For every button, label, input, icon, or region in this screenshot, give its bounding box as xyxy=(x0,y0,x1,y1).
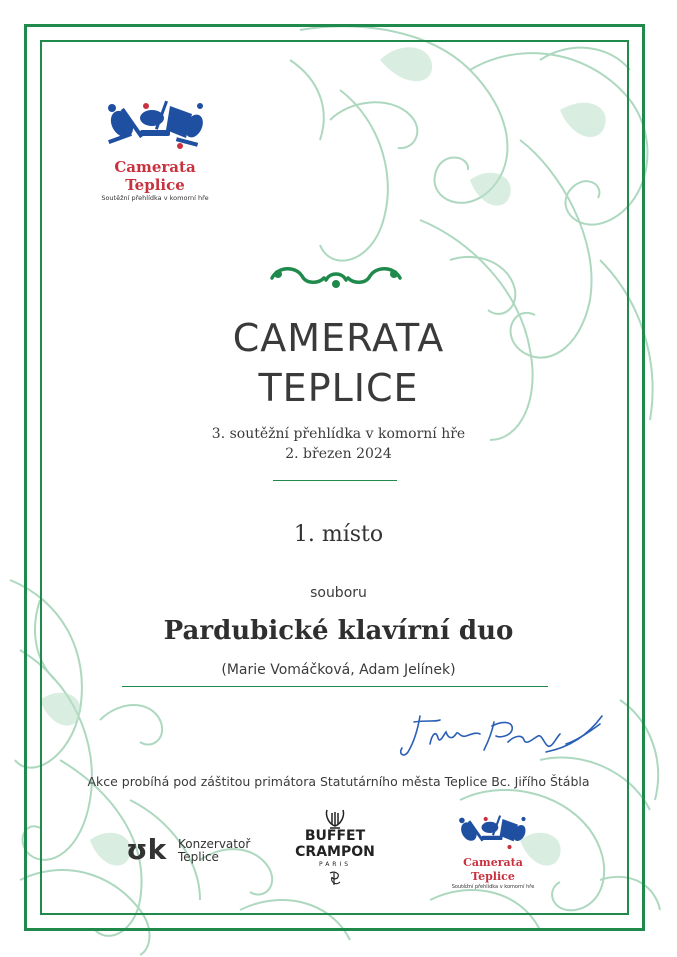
header-logo-name: Camerata Teplice xyxy=(114,158,196,194)
konzervator-logo-mark: ʊk xyxy=(126,833,167,866)
members-divider xyxy=(122,686,548,687)
title-divider xyxy=(273,480,397,481)
footer-camerata-name: Camerata Teplice xyxy=(463,856,523,883)
header-logo-tagline: Soutěžní přehlídka v komorní hře xyxy=(101,194,209,202)
konzervator-logo-line2: Teplice xyxy=(178,850,219,864)
certificate-title-line1: CAMERATA xyxy=(232,316,445,360)
event-name: 3. soutěžní přehlídka v komorní hře xyxy=(211,426,466,442)
ensemble-members: (Marie Vomáčková, Adam Jelínek) xyxy=(221,662,456,678)
monogram-icon xyxy=(326,870,344,888)
ensemble-name: Pardubické klavírní duo xyxy=(163,616,514,646)
buffet-logo-line2: CRAMPON xyxy=(295,844,375,860)
instrument-collage-icon xyxy=(100,96,210,156)
lyre-icon xyxy=(323,808,347,830)
certificate-title-line2: TEPLICE xyxy=(258,366,419,410)
buffet-logo-line1: BUFFET xyxy=(304,828,366,844)
signature-icon xyxy=(396,704,612,764)
konzervator-logo-line1: Konzervatoř xyxy=(178,837,251,851)
ensemble-label: souboru xyxy=(310,585,367,601)
footer-camerata-tagline: Soutěžní přehlídka v komorní hře xyxy=(451,884,535,890)
buffet-logo-line3: PARIS xyxy=(318,861,352,868)
patronage-note: Akce probíhá pod záštitou primátora Statutárního města Teplice Bc. Jiřího Štábla xyxy=(87,774,590,789)
flourish-divider-icon xyxy=(268,262,404,292)
award-place: 1. místo xyxy=(293,522,384,547)
event-date: 2. březen 2024 xyxy=(285,446,392,462)
instrument-collage-icon xyxy=(452,812,532,854)
